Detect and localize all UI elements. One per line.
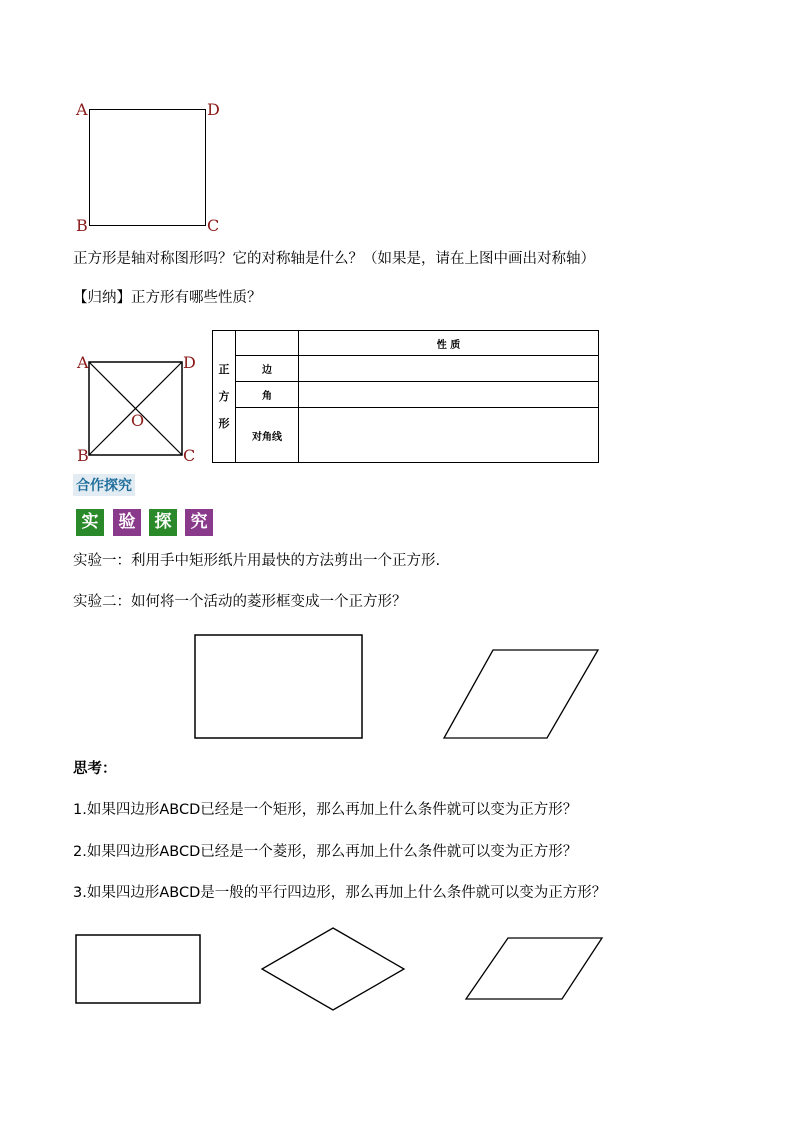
think-question-2: 2.如果四边形ABCD已经是一个菱形，那么再加上什么条件就可以变为正方形？: [73, 844, 578, 860]
summary-text: 正方形有哪些性质？: [131, 290, 262, 306]
symmetry-question: 正方形是轴对称图形吗？它的对称轴是什么？（如果是，请在上图中画出对称轴）: [73, 251, 595, 267]
experiment-two: 实验二：如何将一个活动的菱形框变成一个正方形？: [73, 594, 407, 610]
vertex-label-b: B: [77, 446, 89, 465]
vertex-label-d: D: [183, 353, 196, 372]
table-side-label: 正方形: [213, 331, 236, 463]
think-title: 思考：: [73, 761, 117, 777]
vertex-label-a: A: [76, 100, 88, 119]
summary-tag: 【归纳】: [73, 290, 131, 306]
experiment-one: 实验一：利用手中矩形纸片用最快的方法剪出一个正方形.: [73, 553, 441, 569]
vertex-label-d: D: [207, 100, 220, 119]
table-row-edge: 边: [236, 356, 299, 382]
table-header-properties: 性 质: [299, 331, 599, 356]
table-row-angle: 角: [236, 382, 299, 408]
vertex-label-c: C: [183, 446, 196, 465]
think-question-3: 3.如果四边形ABCD是一般的平行四边形，那么再加上什么条件就可以变为正方形？: [73, 885, 607, 901]
badge-4: 究: [185, 509, 213, 536]
badge-2: 验: [113, 509, 141, 536]
think-question-1: 1.如果四边形ABCD已经是一个矩形，那么再加上什么条件就可以变为正方形？: [73, 802, 578, 818]
center-label-o: O: [131, 411, 145, 430]
bottom-rhombus-shape: [262, 928, 404, 1010]
vertex-label-b: B: [76, 216, 88, 235]
vertex-label-a: A: [77, 353, 89, 372]
bottom-rectangle-shape: [76, 935, 200, 1003]
bottom-parallelogram-shape: [466, 938, 602, 999]
section-heading: 合作探究: [73, 474, 135, 496]
vertex-label-c: C: [207, 216, 220, 235]
badge-1: 实: [76, 509, 104, 536]
table-row-diagonal: 对角线: [236, 408, 299, 463]
badge-3: 探: [149, 509, 177, 536]
